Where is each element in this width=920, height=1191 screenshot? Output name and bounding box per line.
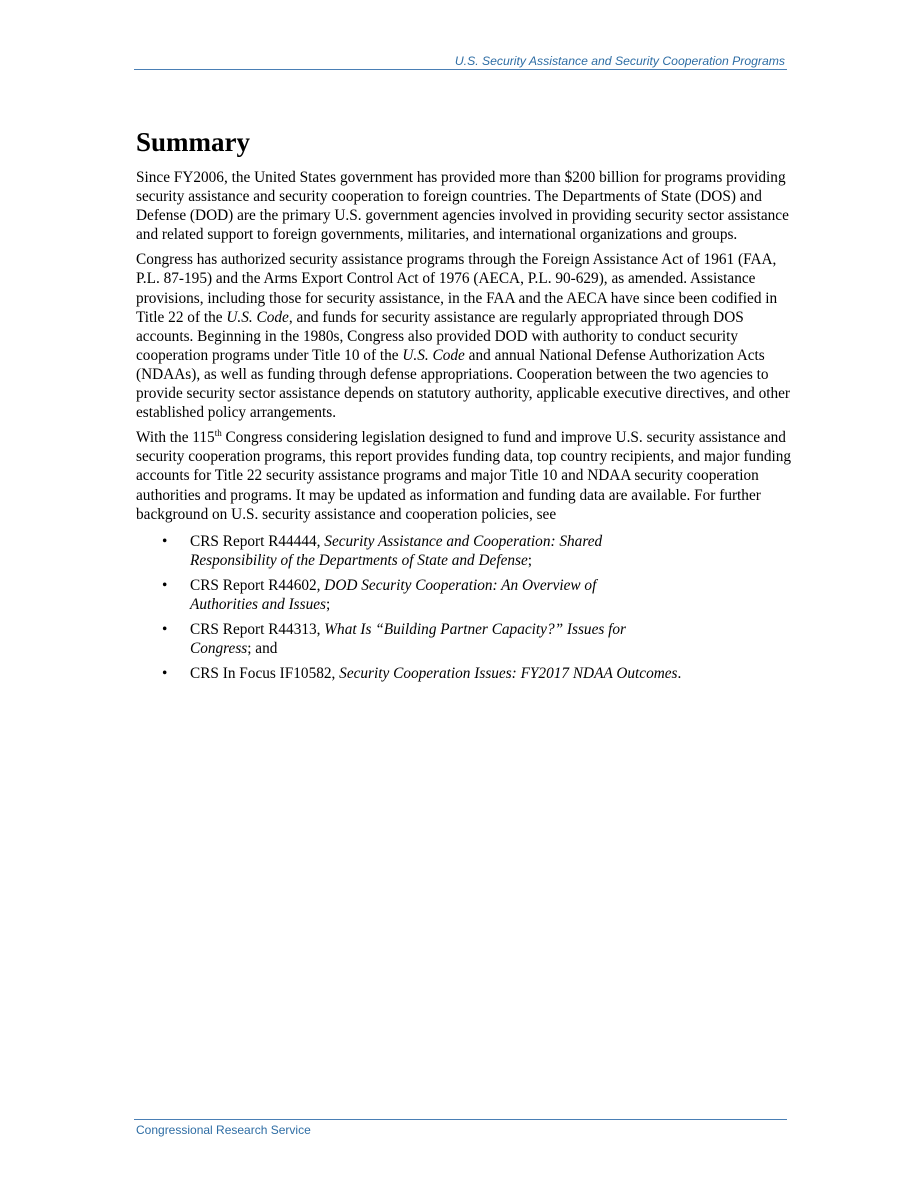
paragraph-text: and annual National Defense Authorization Acts (NDAAs), as well as funding through defense appropriations. Cooperation between the two agencies to provide security sector assistance depends on statutory authority, applicable executive directives, and other established policy arrangements. bbox=[136, 346, 791, 422]
reference-item bbox=[136, 576, 660, 614]
reference-title: DOD Security Cooperation: An Overview of Authorities and Issues bbox=[190, 576, 597, 613]
reference-title: Security Assistance and Cooperation: Shared Responsibility of the Departments of State and Defense bbox=[190, 532, 603, 569]
reference-title: Security Cooperation Issues: FY2017 NDAA Outcomes bbox=[339, 665, 678, 683]
reference-suffix: . bbox=[677, 665, 682, 683]
reference-prefix: CRS Report R44444, bbox=[190, 532, 325, 550]
paragraph-text: With the 115 bbox=[136, 429, 215, 447]
reference-list bbox=[136, 532, 792, 684]
bullet-icon: • bbox=[162, 576, 168, 594]
reference-prefix: CRS In Focus IF10582, bbox=[190, 665, 340, 683]
bullet-icon: • bbox=[162, 665, 168, 683]
reference-suffix: ; and bbox=[247, 640, 278, 658]
paragraph-text: , and funds for security assistance are regularly appropriated through DOS accounts. Beginning in the 1980s, Congress also provided DOD with authority to conduct security cooperation programs under Title 10 of the bbox=[136, 308, 744, 364]
footer-text: Congressional Research Service bbox=[136, 1123, 311, 1137]
page-footer bbox=[134, 1119, 787, 1137]
italic-citation: U.S. Code bbox=[402, 346, 465, 364]
running-header-title: U.S. Security Assistance and Security Cooperation Programs bbox=[454, 54, 785, 68]
summary-paragraph-1: Since FY2006, the United States government has provided more than $200 billion for programs providing security assistance and security cooperation to foreign countries. The Departments of State (DOS) and Defense (DOD) are the primary U.S. government agencies involved in providing security sector assistance and related support to foreign governments, militaries, and international organizations and groups. bbox=[136, 169, 789, 244]
reference-suffix: ; bbox=[325, 595, 331, 613]
reference-item bbox=[136, 532, 660, 570]
summary-paragraph-3 bbox=[136, 428, 792, 523]
italic-citation: U.S. Code bbox=[226, 308, 289, 326]
reference-prefix: CRS Report R44313, bbox=[190, 621, 325, 639]
reference-suffix: ; bbox=[527, 551, 532, 569]
section-title: Summary bbox=[136, 127, 250, 157]
summary-section bbox=[136, 126, 792, 689]
reference-item bbox=[136, 664, 790, 683]
page-header bbox=[134, 54, 787, 70]
paragraph-text: Congress considering legislation designed to fund and improve U.S. security assistance and security cooperation programs, this report provides funding data, top country recipients, and major funding accounts for Title 22 security assistance programs and major Title 10 and NDAA security cooperation authorities and programs. It may be updated as information and funding data are available. For further background on U.S. security assistance and cooperation policies, see bbox=[136, 429, 792, 523]
bullet-icon: • bbox=[162, 621, 168, 639]
superscript: th bbox=[214, 428, 222, 439]
reference-prefix: CRS Report R44602, bbox=[190, 576, 325, 594]
paragraph-text: Congress has authorized security assistance programs through the Foreign Assistance Act of 1961 (FAA, P.L. 87-195) and the Arms Export Control Act of 1976 (AECA, P.L. 90-629), as amended. Assistance provisions, including those for security assistance, in the FAA and the AECA have since been codified in Title 22 of the bbox=[136, 251, 778, 326]
reference-title: What Is “Building Partner Capacity?” Issues for Congress bbox=[190, 621, 626, 658]
reference-item bbox=[136, 620, 660, 658]
bullet-icon: • bbox=[162, 532, 168, 550]
summary-paragraph-2 bbox=[136, 250, 792, 422]
